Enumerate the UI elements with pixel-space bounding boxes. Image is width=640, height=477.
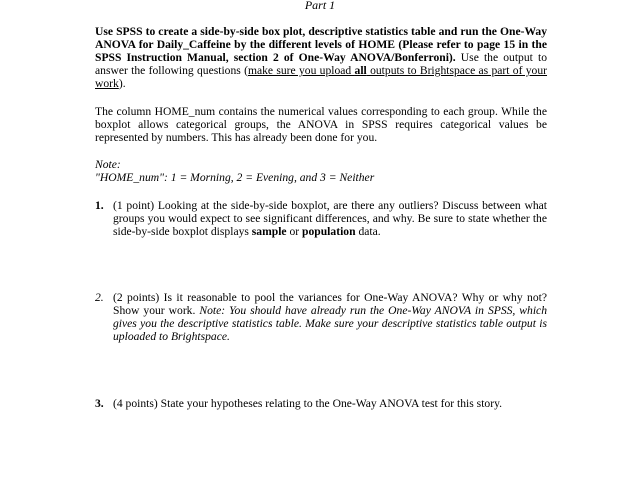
explanation-paragraph: The column HOME_num contains the numerical values corresponding to each group. While the boxplot allows categorical groups, the ANOVA in SPSS requires categorical values be represented by numbers. This has already been done for you. bbox=[95, 105, 547, 144]
instructions-paragraph bbox=[95, 25, 547, 90]
question-2-text-plain: (2 points) Is it reasonable to pool the variances for One-Way ANOVA? Why or why not? Show your work. bbox=[113, 291, 547, 317]
note-label: Note: bbox=[95, 158, 121, 171]
question-1-text-post: data. bbox=[355, 225, 381, 238]
instructions-bold-text: Use SPSS to create a side-by-side box plot, descriptive statistics table and run the One-Way ANOVA for Daily_Caffeine by the different levels of HOME (Please refer to page 15 in the SPSS Instruction Manual, section 2 of One-Way ANOVA/Bonferroni). bbox=[95, 25, 547, 64]
part-title: Part 1 bbox=[304, 0, 336, 12]
question-3-number: 3. bbox=[95, 397, 104, 410]
question-1-number: 1. bbox=[95, 199, 104, 212]
instructions-closing: ). bbox=[118, 77, 126, 90]
upload-requirement-pre: make sure you upload bbox=[247, 64, 355, 77]
question-2-text bbox=[113, 291, 547, 343]
question-1-text-pre: (1 point) Looking at the side-by-side boxplot, are there any outliers? Discuss between what groups you would expect to see significant differences, and why. Be sure to state whether the side-by-side boxplot displays bbox=[113, 199, 547, 238]
question-1-text-mid: or bbox=[286, 225, 303, 238]
question-1-population: population bbox=[302, 225, 356, 238]
question-1-sample: sample bbox=[251, 225, 287, 238]
question-3 bbox=[95, 397, 547, 410]
question-2-number: 2. bbox=[95, 291, 104, 304]
upload-requirement-all: all bbox=[354, 64, 367, 77]
note-text: "HOME_num": 1 = Morning, 2 = Evening, and 3 = Neither bbox=[95, 171, 375, 184]
question-1 bbox=[95, 199, 547, 238]
instructions-plain-text: Use the output to answer the following questions ( bbox=[95, 51, 547, 77]
note-block bbox=[95, 158, 547, 184]
question-2 bbox=[95, 291, 547, 343]
upload-requirement-post: outputs to Brightspace as part of your work bbox=[95, 64, 548, 90]
question-2-note: Note: You should have already run the One-Way ANOVA in SPSS, which gives you the descriptive statistics table. Make sure your descriptive statistics table output is uploaded to Brightspace. bbox=[113, 304, 548, 343]
question-3-text: (4 points) State your hypotheses relating to the One-Way ANOVA test for this story. bbox=[113, 397, 503, 410]
question-1-text bbox=[113, 199, 547, 238]
